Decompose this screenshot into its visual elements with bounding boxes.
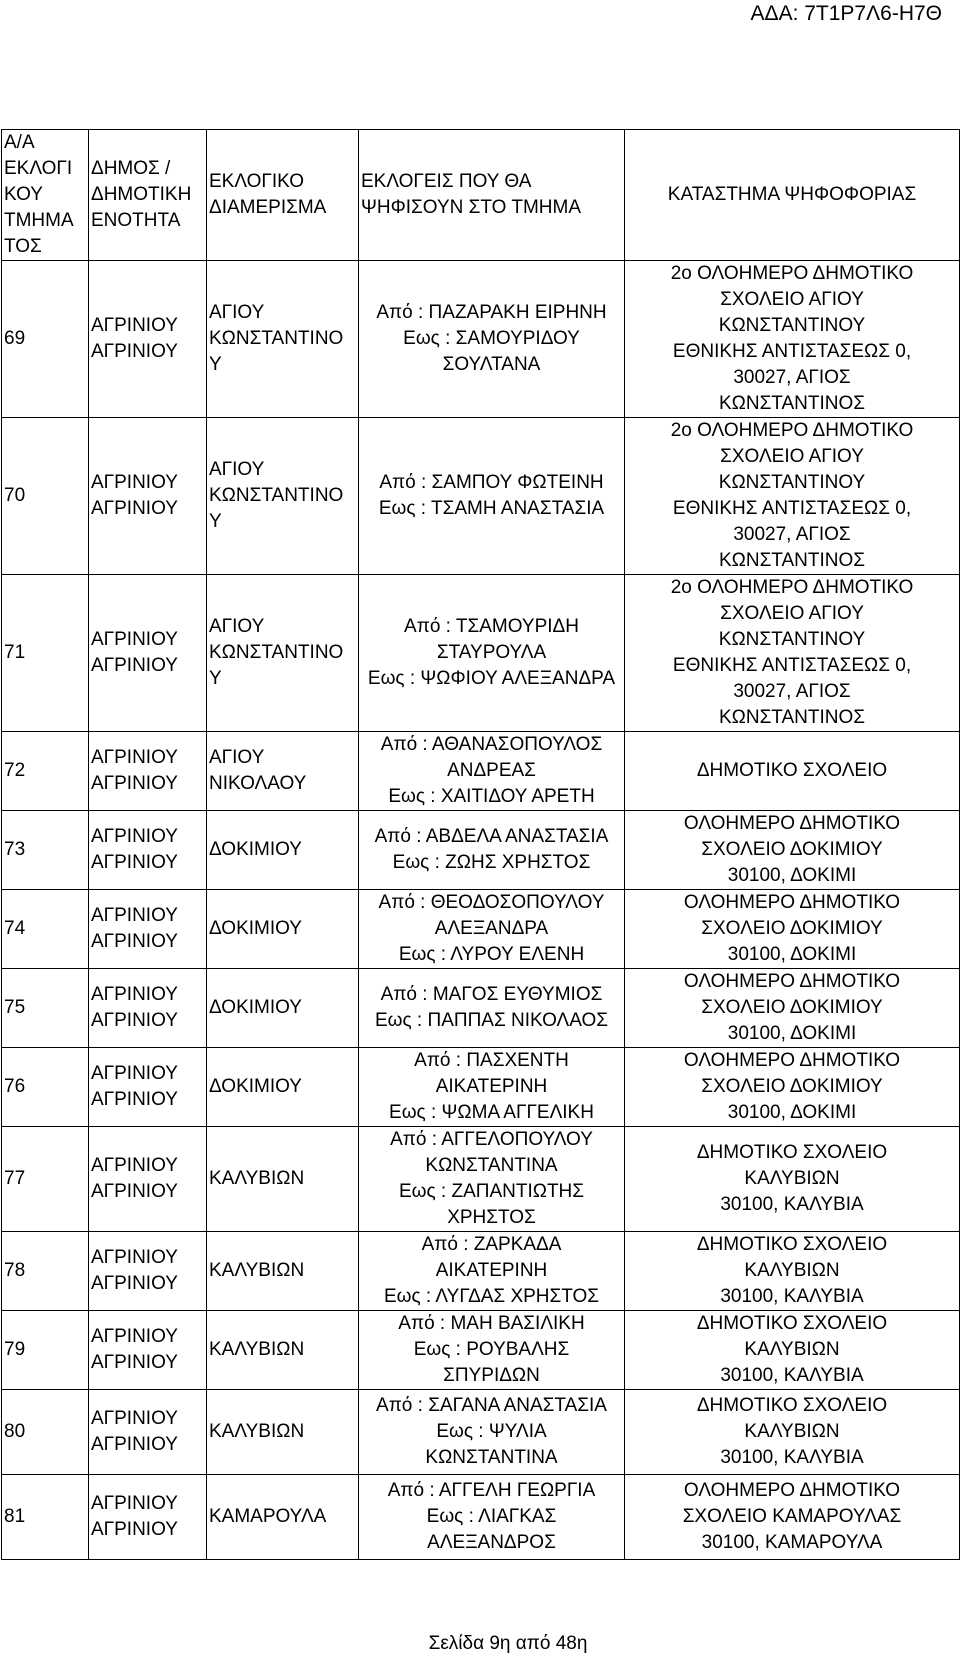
row-district-line: ΚΩΝΣΤΑΝΤΙΝΟ [209, 485, 344, 506]
row-voters [359, 890, 625, 969]
row-municipality-line: ΑΓΡΙΝΙΟΥ [91, 1408, 178, 1429]
header-line: ΕΚΛΟΓΙ [4, 158, 73, 179]
table-row [2, 575, 960, 732]
row-voters-line: Από : ΘΕΟΔΟΣΟΠΟΥΛΟΥ [378, 892, 605, 913]
row-voters-line: Από : ΜΑΓΟΣ ΕΥΘΥΜΙΟΣ [380, 984, 603, 1005]
row-polling-place-line: ΣΧΟΛΕΙΟ ΑΓΙΟΥ [720, 289, 864, 310]
row-voters [359, 1127, 625, 1232]
row-municipality [89, 575, 207, 732]
row-municipality [89, 811, 207, 890]
row-voters-line: ΣΠΥΡΙΔΩΝ [443, 1365, 540, 1386]
row-voters-line: Από : ΜΑΗ ΒΑΣΙΛΙΚΗ [398, 1313, 585, 1334]
page-number: Σελίδα 9η από 48η [428, 1633, 588, 1654]
row-municipality [89, 1127, 207, 1232]
row-district-line: ΚΑΜΑΡΟΥΛΑ [209, 1506, 327, 1527]
row-voters [359, 1475, 625, 1560]
row-district [207, 1390, 359, 1475]
row-voters-line: Εως : ΣΑΜΟΥΡΙΔΟΥ [403, 328, 580, 349]
table-row [2, 1311, 960, 1390]
row-polling-place [625, 811, 960, 890]
row-number: 73 [2, 811, 89, 890]
table-row [2, 811, 960, 890]
row-voters-line: Εως : ΛΙΑΓΚΑΣ [426, 1506, 557, 1527]
row-polling-place-line: ΟΛΟΗΜΕΡΟ ΔΗΜΟΤΙΚΟ [683, 813, 901, 834]
row-municipality-line: ΑΓΡΙΝΙΟΥ [91, 773, 178, 794]
row-number: 80 [2, 1390, 89, 1475]
row-polling-place-line: ΣΧΟΛΕΙΟ ΑΓΙΟΥ [720, 446, 864, 467]
row-polling-place-line: ΚΩΝΣΤΑΝΤΙΝΟΣ [718, 393, 866, 414]
row-district-line: ΚΑΛΥΒΙΩΝ [209, 1339, 305, 1360]
row-voters-line: Από : ΑΘΑΝΑΣΟΠΟΥΛΟΣ [380, 734, 603, 755]
row-district-line: ΚΑΛΥΒΙΩΝ [209, 1168, 305, 1189]
header-line: ΕΚΛΟΓΕΙΣ ΠΟΥ ΘΑ [361, 171, 532, 192]
row-voters-line: Από : ΣΑΜΠΟΥ ΦΩΤΕΙΝΗ [379, 472, 604, 493]
row-district [207, 575, 359, 732]
table-row [2, 969, 960, 1048]
row-number: 76 [2, 1048, 89, 1127]
row-municipality-line: ΑΓΡΙΝΙΟΥ [91, 747, 178, 768]
row-polling-place-line: ΣΧΟΛΕΙΟ ΑΓΙΟΥ [720, 603, 864, 624]
row-municipality-line: ΑΓΡΙΝΙΟΥ [91, 1063, 178, 1084]
row-number: 69 [2, 261, 89, 418]
row-municipality-line: ΑΓΡΙΝΙΟΥ [91, 1519, 178, 1540]
row-polling-place-line: 30100, ΔΟΚΙΜΙ [727, 1023, 857, 1044]
row-municipality-line: ΑΓΡΙΝΙΟΥ [91, 1493, 178, 1514]
row-voters-line: ΑΙΚΑΤΕΡΙΝΗ [435, 1260, 548, 1281]
row-polling-place-line: ΟΛΟΗΜΕΡΟ ΔΗΜΟΤΙΚΟ [683, 1050, 901, 1071]
row-polling-place [625, 1048, 960, 1127]
row-voters [359, 1232, 625, 1311]
row-voters-line: ΧΡΗΣΤΟΣ [447, 1207, 536, 1228]
row-district-line: ΑΓΙΟΥ [209, 616, 265, 637]
row-voters-line: Από : ΣΑΓΑΝΑ ΑΝΑΣΤΑΣΙΑ [376, 1395, 607, 1416]
row-voters [359, 261, 625, 418]
row-district [207, 261, 359, 418]
row-voters-line: ΑΙΚΑΤΕΡΙΝΗ [435, 1076, 548, 1097]
row-number: 81 [2, 1475, 89, 1560]
row-district [207, 1232, 359, 1311]
row-polling-place-line: ΚΑΛΥΒΙΩΝ [744, 1339, 840, 1360]
table-row [2, 1232, 960, 1311]
table-row [2, 1048, 960, 1127]
row-district-line: ΚΩΝΣΤΑΝΤΙΝΟ [209, 328, 344, 349]
header-katastima [625, 130, 960, 261]
row-district [207, 1475, 359, 1560]
row-polling-place-line: 30100, ΚΑΜΑΡΟΥΛΑ [701, 1532, 883, 1553]
row-municipality-line: ΑΓΡΙΝΙΟΥ [91, 905, 178, 926]
row-polling-place [625, 261, 960, 418]
row-number: 70 [2, 418, 89, 575]
row-polling-place-line: ΟΛΟΗΜΕΡΟ ΔΗΜΟΤΙΚΟ [683, 892, 901, 913]
row-voters-line: Από : ΠΑΣΧΕΝΤΗ [414, 1050, 569, 1071]
row-municipality-line: ΑΓΡΙΝΙΟΥ [91, 1326, 178, 1347]
row-polling-place-line: ΟΛΟΗΜΕΡΟ ΔΗΜΟΤΙΚΟ [683, 1480, 901, 1501]
row-number: 74 [2, 890, 89, 969]
row-polling-place [625, 1232, 960, 1311]
row-district [207, 1127, 359, 1232]
row-municipality-line: ΑΓΡΙΝΙΟΥ [91, 1089, 178, 1110]
row-municipality-line: ΑΓΡΙΝΙΟΥ [91, 341, 178, 362]
table-row [2, 1127, 960, 1232]
row-polling-place [625, 1475, 960, 1560]
row-polling-place-line: ΕΘΝΙΚΗΣ ΑΝΤΙΣΤΑΣΕΩΣ 0, [672, 341, 912, 362]
header-aa [2, 130, 89, 261]
row-municipality-line: ΑΓΡΙΝΙΟΥ [91, 1273, 178, 1294]
row-voters-line: Εως : ΖΑΠΑΝΤΙΩΤΗΣ [398, 1181, 585, 1202]
row-polling-place-line: 30100, ΚΑΛΥΒΙΑ [720, 1286, 864, 1307]
row-polling-place-line: ΣΧΟΛΕΙΟ ΚΑΜΑΡΟΥΛΑΣ [682, 1506, 902, 1527]
row-voters-line: Από : ΖΑΡΚΑΔΑ [421, 1234, 562, 1255]
row-polling-place-line: ΚΑΛΥΒΙΩΝ [744, 1168, 840, 1189]
row-municipality-line: ΑΓΡΙΝΙΟΥ [91, 629, 178, 650]
row-number: 72 [2, 732, 89, 811]
row-district-line: ΚΑΛΥΒΙΩΝ [209, 1421, 305, 1442]
header-line: ΔΙΑΜΕΡΙΣΜΑ [209, 197, 327, 218]
row-voters [359, 811, 625, 890]
row-polling-place [625, 969, 960, 1048]
row-polling-place-line: 30100, ΚΑΛΥΒΙΑ [720, 1447, 864, 1468]
row-municipality-line: ΑΓΡΙΝΙΟΥ [91, 498, 178, 519]
row-polling-place-line: 30027, ΑΓΙΟΣ [733, 367, 851, 388]
header-line: ΨΗΦΙΣΟΥΝ ΣΤΟ ΤΜΗΜΑ [361, 197, 581, 218]
row-municipality-line: ΑΓΡΙΝΙΟΥ [91, 1155, 178, 1176]
row-municipality-line: ΑΓΡΙΝΙΟΥ [91, 1181, 178, 1202]
table-header-row [2, 130, 960, 261]
row-number: 77 [2, 1127, 89, 1232]
row-voters [359, 1390, 625, 1475]
row-district [207, 1311, 359, 1390]
header-line: ΕΝΟΤΗΤΑ [91, 210, 181, 231]
row-polling-place-line: ΔΗΜΟΤΙΚΟ ΣΧΟΛΕΙΟ [696, 1142, 888, 1163]
row-municipality [89, 1475, 207, 1560]
row-voters-line: Εως : ΛΥΓΔΑΣ ΧΡΗΣΤΟΣ [383, 1286, 600, 1307]
row-voters [359, 732, 625, 811]
row-district-line: ΚΑΛΥΒΙΩΝ [209, 1260, 305, 1281]
row-voters [359, 1311, 625, 1390]
header-line: ΤΜΗΜΑ [4, 210, 74, 231]
row-polling-place-line: 30100, ΚΑΛΥΒΙΑ [720, 1365, 864, 1386]
row-district-line: ΔΟΚΙΜΙΟΥ [209, 839, 302, 860]
row-municipality [89, 261, 207, 418]
row-polling-place [625, 1311, 960, 1390]
row-district-line: ΝΙΚΟΛΑΟΥ [209, 773, 307, 794]
row-municipality [89, 418, 207, 575]
row-municipality-line: ΑΓΡΙΝΙΟΥ [91, 1010, 178, 1031]
row-municipality-line: ΑΓΡΙΝΙΟΥ [91, 655, 178, 676]
row-district-line: Υ [209, 354, 222, 375]
row-polling-place-line: ΚΑΛΥΒΙΩΝ [744, 1421, 840, 1442]
row-voters-line: Εως : ΡΟΥΒΑΛΗΣ [413, 1339, 570, 1360]
row-polling-place-line: 2ο ΟΛΟΗΜΕΡΟ ΔΗΜΟΤΙΚΟ [670, 263, 914, 284]
row-voters-line: Εως : ΨΥΛΙΑ [436, 1421, 547, 1442]
row-polling-place-line: ΣΧΟΛΕΙΟ ΔΟΚΙΜΙΟΥ [701, 1076, 883, 1097]
row-polling-place-line: 30100, ΚΑΛΥΒΙΑ [720, 1194, 864, 1215]
row-voters-line: Εως : ΨΩΜΑ ΑΓΓΕΛΙΚΗ [389, 1102, 594, 1123]
row-polling-place-line: ΔΗΜΟΤΙΚΟ ΣΧΟΛΕΙΟ [696, 1234, 888, 1255]
row-district [207, 969, 359, 1048]
row-municipality-line: ΑΓΡΙΝΙΟΥ [91, 852, 178, 873]
row-voters-line: ΚΩΝΣΤΑΝΤΙΝΑ [425, 1155, 558, 1176]
row-voters-line: Από : ΠΑΖΑΡΑΚΗ ΕΙΡΗΝΗ [376, 302, 607, 323]
row-voters-line: ΣΟΥΛΤΑΝΑ [442, 354, 541, 375]
header-diamerisma [207, 130, 359, 261]
row-polling-place-line: 30027, ΑΓΙΟΣ [733, 681, 851, 702]
row-voters-line: Εως : ΤΣΑΜΗ ΑΝΑΣΤΑΣΙΑ [378, 498, 605, 519]
row-district-line: ΔΟΚΙΜΙΟΥ [209, 1076, 302, 1097]
row-voters [359, 969, 625, 1048]
row-voters-line: Από : ΑΒΔΕΛΑ ΑΝΑΣΤΑΣΙΑ [374, 826, 609, 847]
row-polling-place-line: ΔΗΜΟΤΙΚΟ ΣΧΟΛΕΙΟ [696, 760, 888, 781]
row-polling-place-line: ΔΗΜΟΤΙΚΟ ΣΧΟΛΕΙΟ [696, 1395, 888, 1416]
row-district-line: ΔΟΚΙΜΙΟΥ [209, 997, 302, 1018]
row-district-line: ΑΓΙΟΥ [209, 459, 265, 480]
row-municipality-line: ΑΓΡΙΝΙΟΥ [91, 931, 178, 952]
row-polling-place-line: ΔΗΜΟΤΙΚΟ ΣΧΟΛΕΙΟ [696, 1313, 888, 1334]
row-district-line: ΑΓΙΟΥ [209, 747, 265, 768]
row-polling-place-line: 30100, ΔΟΚΙΜΙ [727, 1102, 857, 1123]
row-voters-line: Εως : ΛΥΡΟΥ ΕΛΕΝΗ [398, 944, 585, 965]
table-row [2, 418, 960, 575]
row-polling-place-line: ΚΩΝΣΤΑΝΤΙΝΟΣ [718, 550, 866, 571]
row-voters-line: Εως : ΖΩΗΣ ΧΡΗΣΤΟΣ [392, 852, 591, 873]
row-district [207, 418, 359, 575]
header-line: ΕΚΛΟΓΙΚΟ [209, 171, 305, 192]
row-polling-place-line: ΣΧΟΛΕΙΟ ΔΟΚΙΜΙΟΥ [701, 918, 883, 939]
row-district-line: ΑΓΙΟΥ [209, 302, 265, 323]
row-municipality [89, 732, 207, 811]
row-voters-line: Από : ΤΣΑΜΟΥΡΙΔΗ [404, 616, 579, 637]
row-municipality-line: ΑΓΡΙΝΙΟΥ [91, 1247, 178, 1268]
row-polling-place-line: 30100, ΔΟΚΙΜΙ [727, 865, 857, 886]
row-district-line: ΚΩΝΣΤΑΝΤΙΝΟ [209, 642, 344, 663]
row-municipality-line: ΑΓΡΙΝΙΟΥ [91, 984, 178, 1005]
row-polling-place [625, 418, 960, 575]
row-district-line: Υ [209, 668, 222, 689]
row-polling-place [625, 1390, 960, 1475]
header-line: ΤΟΣ [4, 236, 42, 257]
row-number: 71 [2, 575, 89, 732]
row-polling-place-line: ΚΩΝΣΤΑΝΤΙΝΟΣ [718, 707, 866, 728]
row-polling-place-line: ΚΑΛΥΒΙΩΝ [744, 1260, 840, 1281]
row-polling-place-line: ΟΛΟΗΜΕΡΟ ΔΗΜΟΤΙΚΟ [683, 971, 901, 992]
row-polling-place-line: ΚΩΝΣΤΑΝΤΙΝΟΥ [718, 315, 866, 336]
row-municipality [89, 1232, 207, 1311]
table-row [2, 1390, 960, 1475]
row-municipality-line: ΑΓΡΙΝΙΟΥ [91, 315, 178, 336]
row-district [207, 732, 359, 811]
row-district [207, 1048, 359, 1127]
header-line: ΔΗΜΟΤΙΚΗ [91, 184, 192, 205]
header-line: ΚΑΤΑΣΤΗΜΑ ΨΗΦΟΦΟΡΙΑΣ [667, 184, 917, 205]
row-voters-line: Εως : ΧΑΙΤΙΔΟΥ ΑΡΕΤΗ [388, 786, 595, 807]
table-row [2, 1475, 960, 1560]
row-municipality [89, 969, 207, 1048]
row-voters-line: ΑΛΕΞΑΝΔΡΑ [434, 918, 549, 939]
table-row [2, 261, 960, 418]
row-polling-place [625, 732, 960, 811]
row-voters-line: Από : ΑΓΓΕΛΗ ΓΕΩΡΓΙΑ [387, 1480, 596, 1501]
polling-stations-table [1, 129, 960, 1560]
row-polling-place-line: ΣΧΟΛΕΙΟ ΔΟΚΙΜΙΟΥ [701, 839, 883, 860]
ada-code: ΑΔΑ: 7Τ1Ρ7Λ6-Η7Θ [750, 2, 942, 25]
row-number: 79 [2, 1311, 89, 1390]
row-municipality-line: ΑΓΡΙΝΙΟΥ [91, 826, 178, 847]
row-polling-place [625, 890, 960, 969]
row-voters-line: ΚΩΝΣΤΑΝΤΙΝΑ [425, 1447, 558, 1468]
row-polling-place [625, 575, 960, 732]
row-polling-place-line: 2ο ΟΛΟΗΜΕΡΟ ΔΗΜΟΤΙΚΟ [670, 420, 914, 441]
row-polling-place [625, 1127, 960, 1232]
row-polling-place-line: 30100, ΔΟΚΙΜΙ [727, 944, 857, 965]
row-district-line: Υ [209, 511, 222, 532]
row-municipality [89, 1311, 207, 1390]
row-voters-line: ΑΛΕΞΑΝΔΡΟΣ [427, 1532, 556, 1553]
header-line: ΔΗΜΟΣ / [91, 158, 171, 179]
row-municipality [89, 1048, 207, 1127]
header-line: Α/Α [4, 132, 35, 153]
row-number: 75 [2, 969, 89, 1048]
row-municipality-line: ΑΓΡΙΝΙΟΥ [91, 472, 178, 493]
row-municipality [89, 1390, 207, 1475]
row-polling-place-line: ΣΧΟΛΕΙΟ ΔΟΚΙΜΙΟΥ [701, 997, 883, 1018]
row-polling-place-line: 2ο ΟΛΟΗΜΕΡΟ ΔΗΜΟΤΙΚΟ [670, 577, 914, 598]
row-polling-place-line: 30027, ΑΓΙΟΣ [733, 524, 851, 545]
row-municipality-line: ΑΓΡΙΝΙΟΥ [91, 1434, 178, 1455]
row-polling-place-line: ΚΩΝΣΤΑΝΤΙΝΟΥ [718, 472, 866, 493]
row-voters-line: Εως : ΨΩΦΙΟΥ ΑΛΕΞΑΝΔΡΑ [367, 668, 616, 689]
header-line: ΚΟΥ [4, 184, 43, 205]
row-number: 78 [2, 1232, 89, 1311]
row-municipality [89, 890, 207, 969]
row-municipality-line: ΑΓΡΙΝΙΟΥ [91, 1352, 178, 1373]
row-polling-place-line: ΕΘΝΙΚΗΣ ΑΝΤΙΣΤΑΣΕΩΣ 0, [672, 498, 912, 519]
table-row [2, 890, 960, 969]
row-voters-line: Εως : ΠΑΠΠΑΣ ΝΙΚΟΛΑΟΣ [374, 1010, 609, 1031]
row-voters [359, 418, 625, 575]
row-voters-line: ΑΝΔΡΕΑΣ [447, 760, 536, 781]
table-body [2, 261, 960, 1560]
header-dimos [89, 130, 207, 261]
row-district [207, 811, 359, 890]
row-polling-place-line: ΕΘΝΙΚΗΣ ΑΝΤΙΣΤΑΣΕΩΣ 0, [672, 655, 912, 676]
row-voters [359, 575, 625, 732]
row-voters-line: Από : ΑΓΓΕΛΟΠΟΥΛΟΥ [390, 1129, 593, 1150]
header-eklogeis [359, 130, 625, 261]
row-voters-line: ΣΤΑΥΡΟΥΛΑ [436, 642, 547, 663]
row-district [207, 890, 359, 969]
row-voters [359, 1048, 625, 1127]
row-district-line: ΔΟΚΙΜΙΟΥ [209, 918, 302, 939]
table-row [2, 732, 960, 811]
row-polling-place-line: ΚΩΝΣΤΑΝΤΙΝΟΥ [718, 629, 866, 650]
